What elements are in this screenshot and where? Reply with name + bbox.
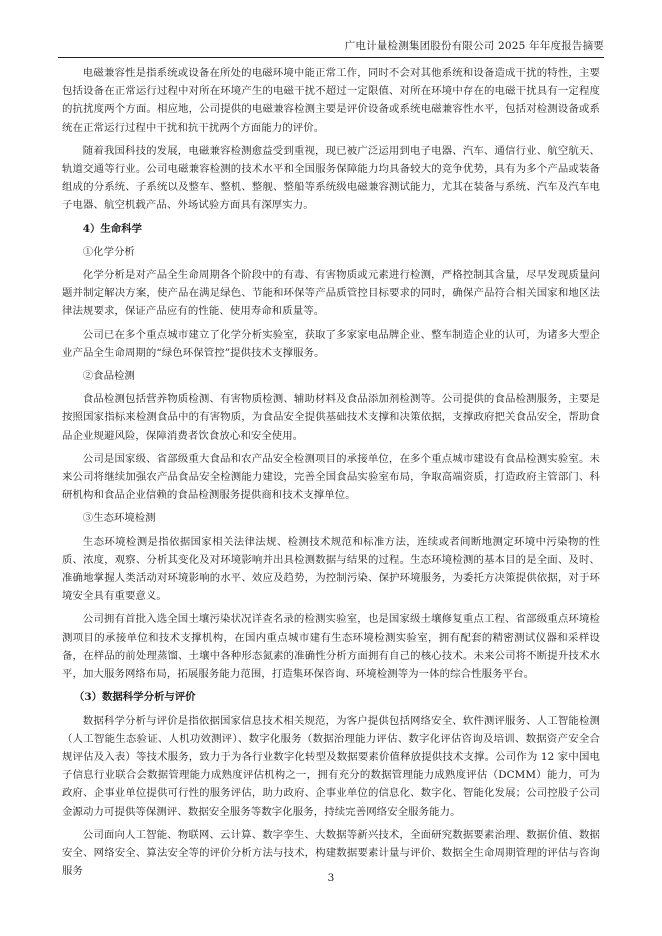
paragraph-emc-definition: 电磁兼容性是指系统或设备在所处的电磁环境中能正常工作，同时不会对其他系统和设备造成干扰的特性，主要包括设备在正常运行过程中对所在环境产生的电磁干扰不超过一定限值、对所在环境中存在的电磁干扰具有一定程度的抗扰度两个方面。相应地，公司提供的电磁兼容检测主要是评价设备或系统电磁兼容性水平，包括对检测设备或系统在正常运行过程中干扰和抗干扰两个方面能力的评价。 [62,67,600,134]
running-header: 广电计量检测集团股份有限公司 2025 年年度报告摘要 [344,40,604,52]
paragraph-chemical-capability: 公司已在多个重点城市建立了化学分析实验室，获取了多家家电品牌企业、整车制造企业的认可，为诸多大型企业产品全生命周期的“绿色环保管控”提供技术支撑服务。 [62,328,600,359]
subheading-chemical-analysis: ①化学分析 [82,245,135,258]
body-text [62,64,600,885]
paragraph-data-science-research: 公司面向人工智能、物联网、云计算、数字孪生、大数据等新兴技术，全面研究数据要素治理、数据价值、数据安全、网络安全、算法安全等的评价分析方法与技术，构建数据要素计量与评价、数据全生命周期管理的评估与咨询服务 [62,828,600,878]
paragraph-food-capability: 公司是国家级、省部级重大食品和农产品安全检测项目的承接单位，在多个重点城市建设有食品检测实验室。未来公司将继续加强农产品食品安全检测能力建设，完善全国食品实验室布局，争取高端资质，打造政府主管部门、科研机构和食品企业信赖的食品检测服务提供商和技术支撑单位。 [62,452,600,502]
paragraph-data-science-definition: 数据科学分析与评价是指依据国家信息技术相关规范，为客户提供包括网络安全、软件测评服务、人工智能检测（人工智能生态验证、人机功效测评）、数字化服务（数据治理能力评估、数字化评估咨询及培训、数据资产安全合规评估及入表）等技术服务，致力于为各行业数字化转型及数据要素价值释放提供技术支撑。公司作为 12 家中国电子信息行业联合会数据管理能力成熟度评估机构之一，拥有充分的数据管理能力成熟度评估（DCMM）能力，可为政府、企事业单位提供可行性的服务评估，助力政府、企事业单位的信息化、数字化、智能化发展；公司控股子公司金源动力可提供等保测评、数据安全服务等数字化服务，持续完善网络安全服务能力。 [62,714,600,818]
subheading-eco-environment: ③生态环境检测 [82,512,156,525]
subheading-food-testing: ②食品检测 [82,370,135,383]
paragraph-food-definition: 食品检测包括营养物质检测、有害物质检测、辅助材料及食品添加剂检测等。公司提供的食品检测服务，主要是按照国家指标来检测食品中的有害物质，为食品安全提供基础技术支撑和决策依据，支撑政府把关食品安全，帮助食品企业规避风险，保障消费者饮食放心和安全使用。 [62,393,600,442]
paragraph-chemical-definition: 化学分析是对产品全生命周期各个阶段中的有毒、有害物质或元素进行检测，严格控制其含量，尽早发现质量问题并制定解决方案，使产品在满足绿色、节能和环保等产品质管控目标要求的同时，确保产品符合相关国家和地区法律法规要求，保证产品应有的性能、使用寿命和质量等。 [62,269,600,318]
page-number: 3 [327,872,335,884]
heading-life-science: 4）生命科学 [82,222,142,235]
header-divider [58,57,604,58]
paragraph-eco-definition: 生态环境检测是指依据国家相关法律法规、检测技术规范和标准方法，连续或者间断地测定环境中污染物的性质、浓度，观察、分析其变化及对环境影响并出具检测数据与结果的过程。生态环境检测的基本目的是全面、及时、准确地掌握人类活动对环境影响的水平、效应及趋势，为控制污染、保护环境服务，为委托方决策提供依据，对于环境安全具有重要意义。 [62,535,600,603]
paragraph-emc-development: 随着我国科技的发展，电磁兼容检测愈益受到重视，现已被广泛运用到电子电器、汽车、通信行业、航空航天、轨道交通等行业。公司电磁兼容检测的技术水平和全国服务保障能力均具备较大的竞争优势，具有为多个产品或装备组成的分系统、子系统以及整车、整机、整舰、整船等系统级电磁兼容测试能力，尤其在装备与系统、汽车及汽车电子电器、航空机载产品、外场试验方面具有深厚实力。 [62,144,600,212]
heading-data-science: （3）数据科学分析与评价 [74,691,196,704]
paragraph-eco-capability: 公司拥有首批入选全国土壤污染状况详查名录的检测实验室，也是国家级土壤修复重点工程、省部级重点环境检测项目的承接单位和技术支撑机构，在国内重点城市建有生态环境检测实验室，拥有配套的精密测试仪器和采样设备，在样品的前处理蒸馏、土壤中各种形态氮素的准确性分析方面拥有自己的核心技术。未来公司将不断提升技术水平，加大服务网络布局，拓展服务能力范围，打造集环保咨询、环境检测等为一体的综合性服务平台。 [62,613,600,681]
